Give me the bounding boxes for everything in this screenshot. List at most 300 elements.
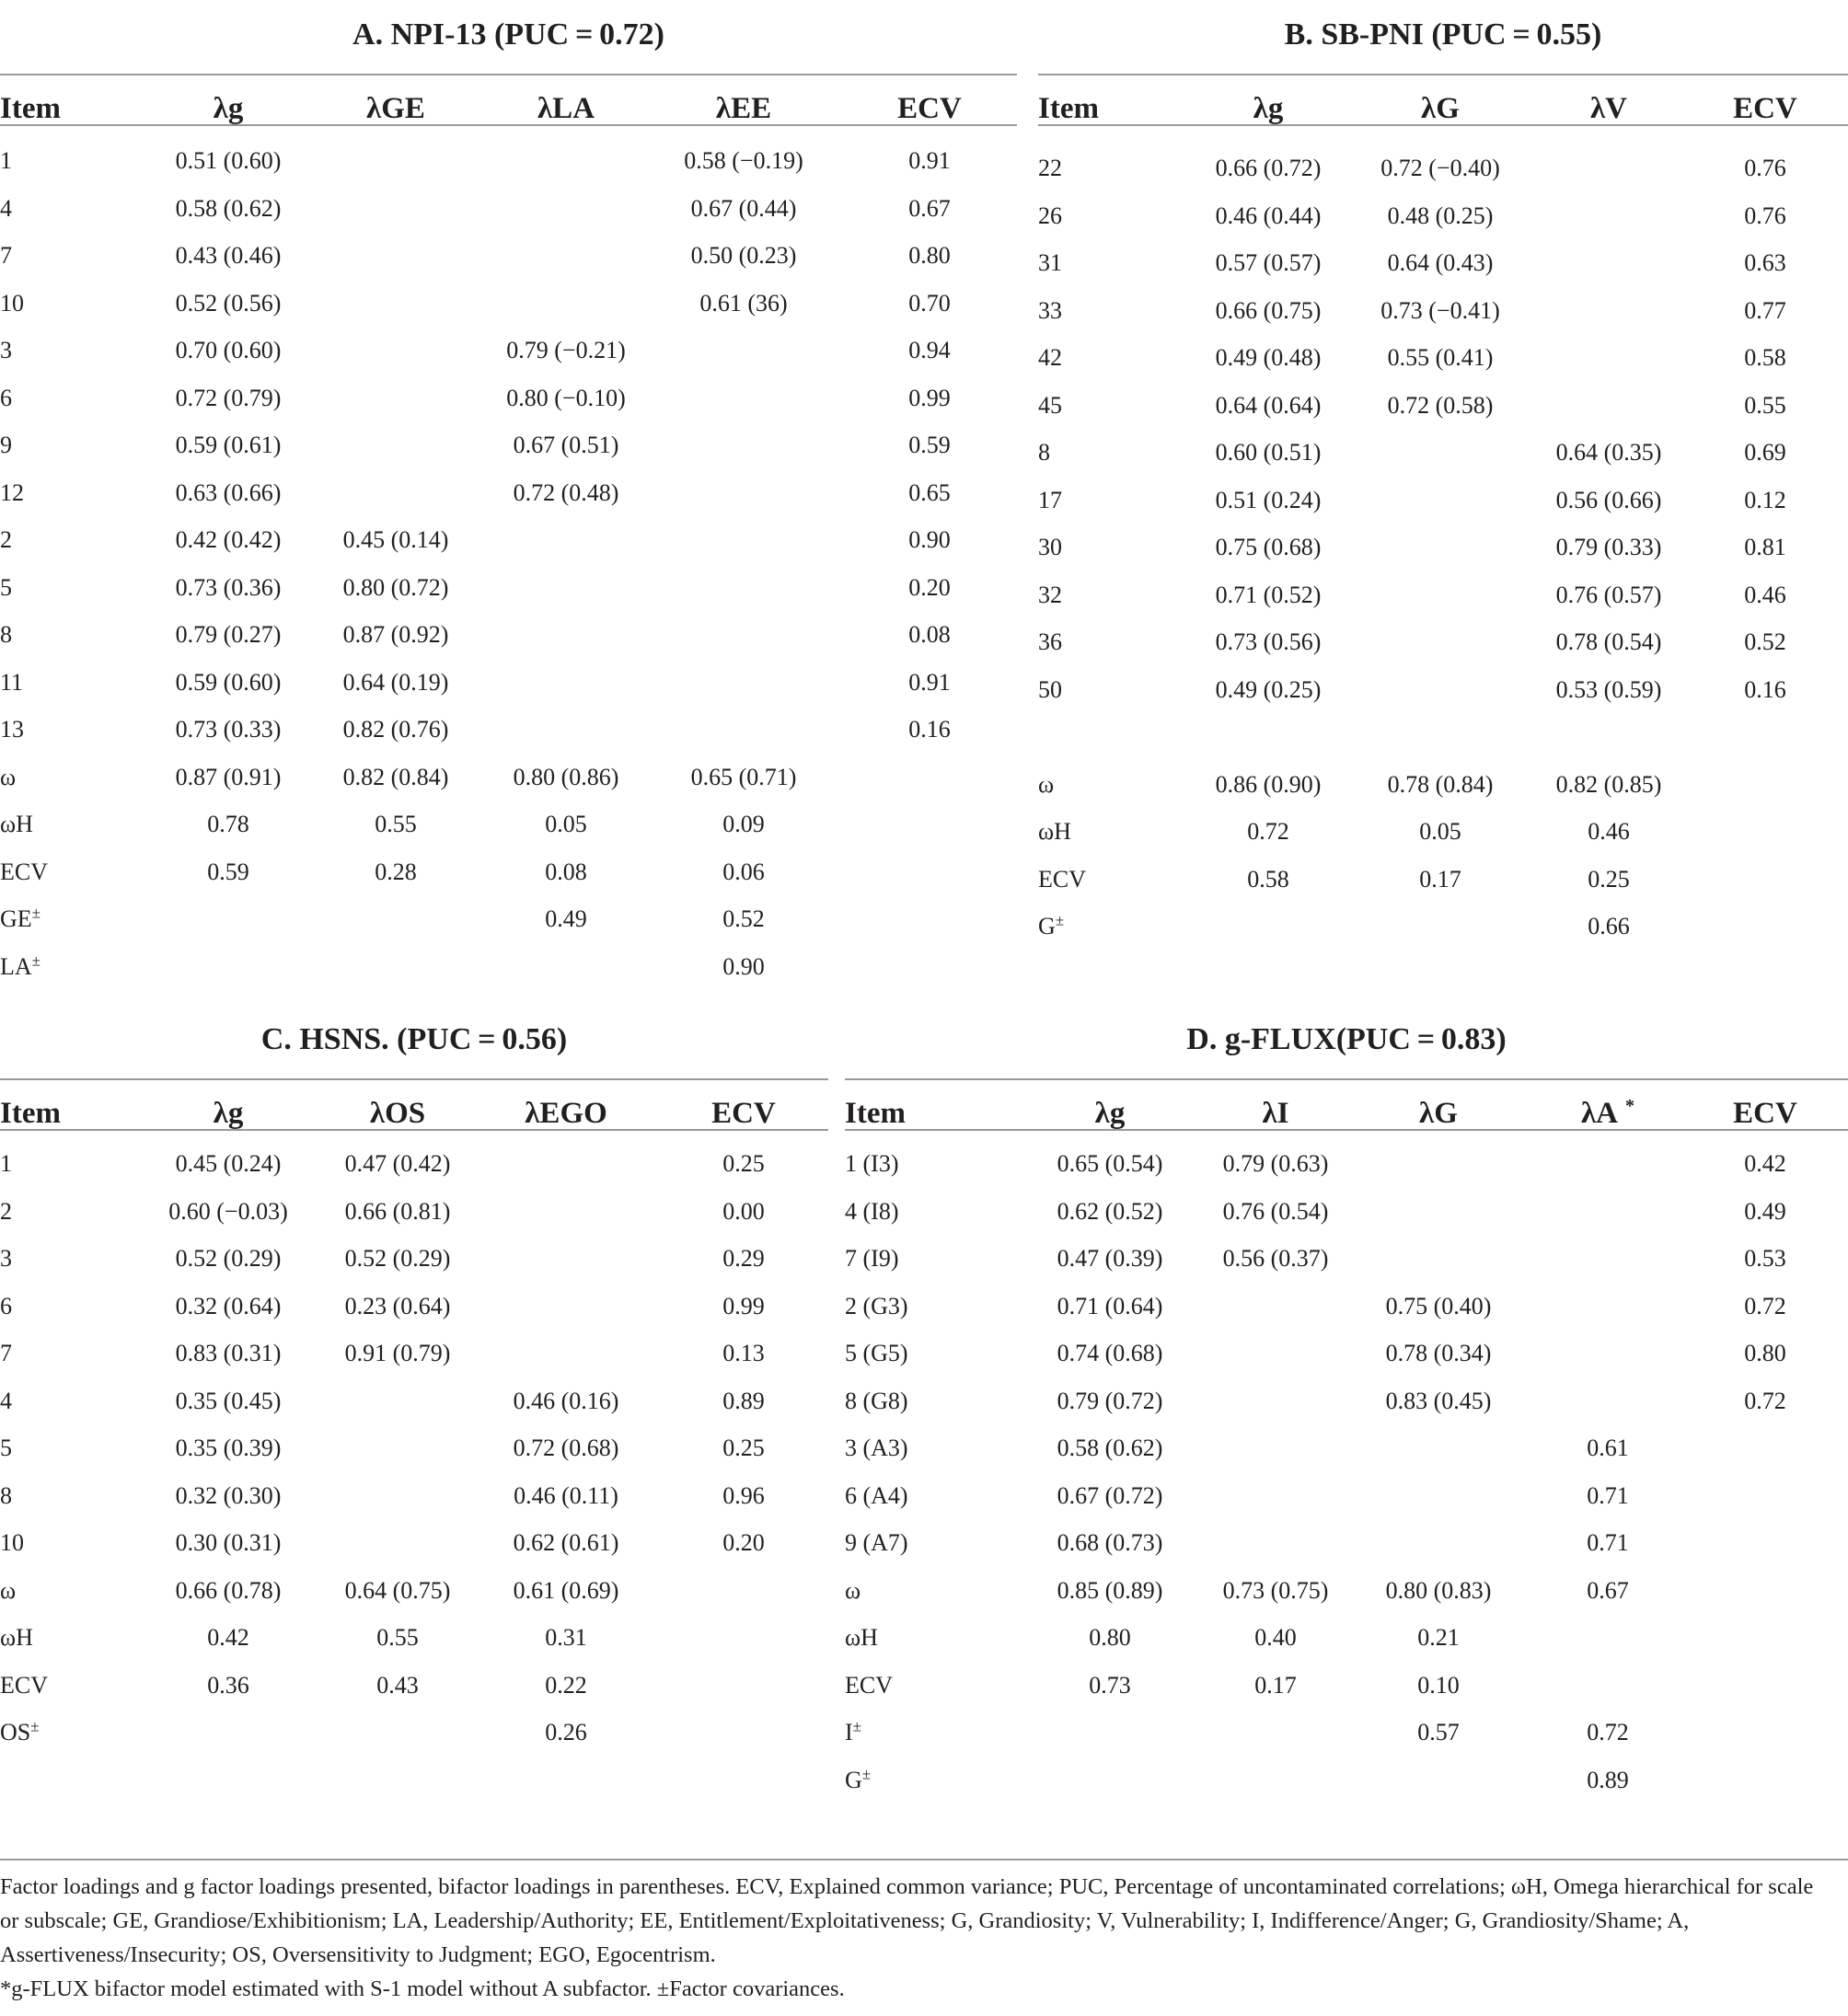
row-label-text: 31 (1038, 249, 1062, 276)
table-cell: 0.35 (0.39) (175, 1434, 282, 1461)
table-cell: 0.94 (908, 337, 951, 363)
row-label (0, 952, 40, 982)
table-cell: 0.05 (1419, 818, 1461, 845)
table-cell: 0.47 (0.39) (1057, 1245, 1163, 1272)
row-label-text: G (1038, 913, 1056, 939)
table-cell: 0.25 (722, 1150, 765, 1177)
row-label-text: 5 (G5) (845, 1340, 908, 1366)
header-bottom-rule (845, 1129, 1848, 1131)
panel-d (845, 1021, 1848, 1941)
row-label-text: 36 (1038, 628, 1062, 655)
table-cell: 0.64 (0.43) (1387, 249, 1494, 276)
table-cell: 0.75 (0.68) (1215, 534, 1322, 560)
table-cell: 0.45 (0.24) (175, 1150, 282, 1177)
table-cell: 0.72 (1587, 1719, 1629, 1745)
row-label (1038, 912, 1064, 941)
row-label (845, 1576, 860, 1606)
row-label (0, 620, 12, 650)
table-cell: 0.83 (0.31) (175, 1340, 282, 1366)
panel-c (0, 1021, 828, 1941)
header-top-rule (845, 1078, 1848, 1080)
table-cell: 0.73 (0.75) (1222, 1576, 1329, 1604)
table-cell: 0.72 (0.58) (1387, 391, 1494, 419)
row-label-text: 1 (I3) (845, 1150, 899, 1177)
panel-a (0, 0, 1017, 980)
header-footnote-marker: * (1625, 1096, 1635, 1116)
table-cell: 0.59 (207, 858, 249, 885)
table-cell: 0.61 (36) (699, 289, 788, 317)
covariance-marker: ± (31, 904, 41, 922)
row-label (1038, 675, 1062, 705)
table-cell: 0.70 (908, 289, 951, 317)
row-label (1038, 581, 1062, 610)
table-cell: 0.46 (1588, 818, 1630, 845)
table-cell: 0.96 (722, 1481, 765, 1509)
row-label (0, 1718, 40, 1747)
table-cell: 0.48 (0.25) (1387, 202, 1494, 229)
header-bottom-rule (0, 124, 1017, 126)
row-label (0, 1576, 16, 1606)
row-label-text: 2 (G3) (845, 1292, 908, 1319)
row-label (1038, 391, 1062, 420)
table-cell: 0.59 (908, 432, 951, 458)
table-cell: 0.79 (−0.21) (506, 337, 626, 363)
table-cell: 0.32 (0.30) (175, 1481, 282, 1509)
row-label (845, 1244, 898, 1273)
row-label-text: 10 (0, 1529, 24, 1556)
table-cell: 0.25 (1588, 865, 1630, 893)
row-label-text: 8 (0, 1481, 12, 1509)
row-label-text: 9 (0, 432, 12, 458)
row-label (1038, 438, 1050, 467)
table-cell: 0.89 (1587, 1766, 1629, 1793)
row-label-text: LA (0, 952, 32, 980)
column-header (1733, 1095, 1797, 1132)
table-cell: 0.20 (722, 1529, 765, 1556)
table-cell: 0.55 (376, 1624, 419, 1651)
bottom-rule (0, 1859, 1848, 1860)
table-cell: 0.21 (1417, 1624, 1460, 1651)
row-label-text: 7 (I9) (845, 1245, 899, 1272)
table-cell: 0.72 (0.79) (175, 384, 282, 411)
table-cell: 0.52 (722, 905, 765, 932)
row-label (845, 1292, 908, 1321)
table-cell: 0.82 (0.84) (342, 763, 449, 790)
row-label (0, 478, 24, 508)
row-label (0, 810, 33, 839)
column-header-label: λg (1094, 1097, 1126, 1130)
table-cell: 0.66 (0.72) (1215, 155, 1322, 181)
table-cell: 0.81 (1744, 534, 1786, 560)
row-label (0, 336, 12, 365)
row-label-text: 4 (I8) (845, 1197, 899, 1225)
table-cell: 0.78 (207, 811, 249, 837)
table-cell: 0.23 (0.64) (344, 1292, 451, 1319)
table-cell: 0.16 (1744, 675, 1786, 703)
table-cell: 0.20 (908, 573, 951, 601)
table-cell: 0.74 (0.68) (1057, 1340, 1163, 1366)
row-label (0, 904, 40, 934)
table-cell: 0.56 (0.37) (1222, 1245, 1329, 1272)
row-label-text: ω (845, 1576, 861, 1604)
table-cell: 0.85 (0.89) (1057, 1576, 1163, 1604)
table-cell: 0.53 (1744, 1245, 1786, 1272)
column-header (1590, 90, 1627, 127)
column-header-label: ECV (897, 92, 962, 125)
table-cell: 0.80 (908, 242, 951, 269)
row-label-text: 4 (0, 1387, 12, 1414)
row-label (0, 668, 23, 697)
row-label-text: 45 (1038, 391, 1062, 419)
header-top-rule (0, 74, 1017, 75)
table-cell: 0.58 (0.62) (175, 194, 282, 222)
table-cell: 0.80 (1089, 1624, 1131, 1651)
panel-title: B. SB-PNI (PUC = 0.55) (1284, 17, 1602, 52)
row-label-text: ω (1038, 770, 1055, 798)
row-label (0, 1197, 12, 1227)
table-cell: 0.99 (908, 384, 951, 411)
table-cell: 0.91 (908, 147, 951, 174)
column-header-label: λLA (537, 92, 595, 125)
column-header-label: Item (0, 1097, 61, 1130)
row-label-text: G (845, 1766, 862, 1793)
table-cell: 0.55 (0.41) (1387, 344, 1494, 371)
column-header-label: λA (1580, 1097, 1619, 1130)
row-label (0, 289, 24, 318)
row-label-text: ωH (0, 811, 33, 837)
table-cell: 0.51 (0.60) (175, 147, 282, 174)
column-header (370, 1095, 425, 1132)
row-label (845, 1481, 908, 1511)
covariance-marker: ± (31, 950, 41, 969)
column-header (0, 1095, 61, 1132)
column-header-label: λEGO (525, 1097, 607, 1130)
covariance-marker: ± (1055, 911, 1065, 929)
table-cell: 0.78 (0.54) (1555, 628, 1662, 655)
row-label (0, 1387, 12, 1416)
column-header-label: λG (1421, 92, 1460, 125)
table-cell: 0.73 (0.56) (1215, 628, 1322, 655)
row-label (845, 1766, 871, 1795)
header-top-rule (1038, 74, 1848, 75)
row-label (1038, 202, 1062, 231)
table-cell: 0.58 (−0.19) (684, 147, 803, 174)
table-cell: 0.32 (0.64) (175, 1292, 282, 1319)
column-header-label: λg (1253, 92, 1284, 125)
table-cell: 0.65 (0.71) (690, 763, 797, 790)
row-label-text: ωH (0, 1624, 33, 1651)
table-cell: 0.25 (722, 1434, 765, 1461)
table-cell: 0.73 (0.36) (175, 573, 282, 601)
row-label (0, 858, 48, 887)
column-header-label: Item (845, 1097, 906, 1130)
row-label (1038, 865, 1086, 894)
row-label-text: ECV (0, 858, 48, 885)
column-header (716, 90, 771, 127)
table-cell: 0.79 (0.63) (1222, 1150, 1329, 1177)
table-cell: 0.72 (1744, 1292, 1786, 1319)
table-cell: 0.52 (1744, 628, 1786, 655)
table-cell: 0.71 (0.52) (1215, 581, 1322, 608)
table-cell: 0.46 (0.16) (513, 1387, 619, 1414)
table-cell: 0.60 (0.51) (1215, 439, 1322, 466)
column-header-label: λG (1419, 1097, 1458, 1130)
column-header-label: λV (1589, 92, 1628, 125)
column-header (0, 90, 61, 127)
column-header-label: λGE (366, 92, 425, 125)
table-cell: 0.91 (908, 668, 951, 696)
table-cell: 0.50 (0.23) (690, 242, 797, 269)
row-label-text: 9 (A7) (845, 1529, 908, 1556)
row-label-text: 3 (0, 1245, 12, 1272)
table-cell: 0.55 (375, 811, 417, 837)
row-label (0, 1434, 12, 1463)
table-cell: 0.57 (1417, 1719, 1460, 1745)
row-label (1038, 770, 1054, 800)
panel-title: D. g-FLUX(PUC = 0.83) (1186, 1022, 1507, 1056)
table-cell: 0.65 (0.54) (1057, 1150, 1163, 1177)
table-cell: 0.78 (0.84) (1387, 770, 1494, 798)
row-label (1038, 486, 1062, 515)
table-cell: 0.76 (0.57) (1555, 581, 1662, 608)
column-header (1038, 90, 1099, 127)
table-cell: 0.06 (722, 858, 765, 885)
table-cell: 0.62 (0.61) (513, 1529, 619, 1556)
table-cell: 0.45 (0.14) (342, 526, 449, 553)
row-label (845, 1671, 893, 1700)
table-cell: 0.16 (908, 716, 951, 743)
table-cell: 0.79 (0.72) (1057, 1387, 1163, 1414)
table-cell: 0.42 (207, 1624, 249, 1651)
row-label-text: ω (0, 763, 17, 790)
table-cell: 0.87 (0.92) (342, 621, 449, 648)
row-label-text: 3 (A3) (845, 1434, 908, 1461)
table-cell: 0.91 (0.79) (344, 1340, 451, 1366)
table-cell: 0.76 (0.54) (1222, 1197, 1329, 1225)
table-cell: 0.13 (722, 1340, 765, 1366)
table-cell: 0.99 (722, 1292, 765, 1319)
table-cell: 0.71 (1587, 1481, 1629, 1509)
covariance-marker: ± (852, 1717, 862, 1735)
row-label-text: 7 (0, 242, 12, 269)
row-label (1038, 296, 1062, 326)
row-label-text: 22 (1038, 155, 1062, 181)
row-label (1038, 533, 1062, 562)
table-cell: 0.86 (0.90) (1215, 770, 1322, 798)
table-cell: 0.29 (722, 1245, 765, 1272)
column-header-label: ECV (1733, 92, 1797, 125)
table-cell: 0.58 (1247, 865, 1289, 893)
table-cell: 0.66 (0.81) (344, 1197, 451, 1225)
table-cell: 0.75 (0.40) (1385, 1292, 1492, 1319)
table-cell: 0.49 (1744, 1197, 1786, 1225)
row-label (0, 1292, 12, 1321)
table-cell: 0.68 (0.73) (1057, 1529, 1163, 1556)
row-label (0, 1339, 12, 1368)
row-label-text: GE (0, 905, 32, 932)
panel-title: A. NPI-13 (PUC = 0.72) (352, 17, 664, 52)
table-cell: 0.80 (−0.10) (506, 384, 626, 411)
table-cell: 0.10 (1417, 1671, 1460, 1699)
table-cell: 0.69 (1744, 439, 1786, 466)
row-label (845, 1623, 878, 1653)
row-label (0, 763, 16, 792)
table-cell: 0.82 (0.85) (1555, 770, 1662, 798)
row-label (845, 1149, 898, 1179)
row-label-text: I (845, 1719, 853, 1745)
table-cell: 0.80 (0.72) (342, 573, 449, 601)
table-cell: 0.51 (0.24) (1215, 486, 1322, 513)
table-cell: 0.55 (1744, 391, 1786, 419)
table-cell: 0.63 (0.66) (175, 478, 282, 506)
table-cell: 0.73 (−0.41) (1380, 296, 1500, 324)
table-cell: 0.66 (1588, 913, 1630, 939)
table-cell: 0.79 (0.27) (175, 621, 282, 648)
row-label-text: 10 (0, 289, 24, 317)
table-cell: 0.72 (1744, 1387, 1786, 1414)
row-label-text: ω (0, 1576, 17, 1604)
table-cell: 0.67 (908, 194, 951, 222)
table-cell: 0.52 (0.29) (175, 1245, 282, 1272)
table-cell: 0.12 (1744, 486, 1786, 513)
row-label-text: 30 (1038, 534, 1062, 560)
table-cell: 0.61 (1587, 1434, 1629, 1461)
table-cell: 0.64 (0.19) (342, 668, 449, 696)
row-label (845, 1528, 908, 1558)
row-label-text: 8 (G8) (845, 1387, 908, 1414)
table-cell: 0.58 (1744, 344, 1786, 371)
table-cell: 0.83 (0.45) (1385, 1387, 1492, 1414)
row-label-text: ECV (845, 1671, 893, 1699)
table-cell: 0.46 (1744, 581, 1786, 608)
row-label-text: ωH (1038, 818, 1071, 845)
row-label (1038, 343, 1062, 373)
table-cell: 0.61 (0.69) (513, 1576, 619, 1604)
row-label-text: 1 (0, 147, 12, 174)
row-label-text: 17 (1038, 486, 1062, 513)
table-cell: 0.76 (1744, 202, 1786, 229)
row-label-text: 13 (0, 716, 24, 743)
table-cell: 0.49 (545, 905, 587, 932)
row-label (0, 241, 12, 271)
table-cell: 0.46 (0.11) (514, 1481, 618, 1509)
table-cell: 0.31 (545, 1624, 587, 1651)
footnote-abbreviations: Factor loadings and g factor loadings presented, bifactor loadings in parentheses. ECV, Explained common variance; PUC, Percentage of uncontaminated correlations; ωH, Omega hierarchical for scale or subscale; GE, Grandiose/Exhibitionism; LA, Leadership/Authority; EE, Entitlement/Exploitativeness; G, Grandiosity; V, Vulnerability; I, Indifference/Anger; G, Grandiosity/Shame; A, Assertiveness/Insecurity; OS, Oversensitivity to Judgment; EGO, Egocentrism. (0, 1874, 1814, 1967)
table-cell: 0.70 (0.60) (175, 337, 282, 363)
table-cell: 0.52 (0.29) (344, 1245, 451, 1272)
table-cell: 0.71 (1587, 1529, 1629, 1556)
header-top-rule (0, 1078, 828, 1080)
row-label (1038, 248, 1062, 278)
column-header (845, 1095, 906, 1132)
row-label-text: 5 (0, 1434, 12, 1461)
table-cell: 0.26 (545, 1719, 587, 1745)
table-cell: 0.80 (0.86) (513, 763, 619, 790)
row-label-text: 2 (0, 526, 12, 553)
table-footnotes (0, 1870, 1831, 2006)
row-label (0, 146, 12, 176)
row-label (845, 1718, 861, 1747)
table-cell: 0.90 (908, 526, 951, 553)
row-label-text: ECV (0, 1671, 48, 1699)
row-label-text: 1 (0, 1150, 12, 1177)
row-label (0, 1244, 12, 1273)
table-cell: 0.22 (545, 1671, 587, 1699)
table-cell: 0.49 (0.25) (1215, 675, 1322, 703)
table-cell: 0.79 (0.33) (1555, 534, 1662, 560)
table-cell: 0.73 (1089, 1671, 1131, 1699)
table-cell: 0.17 (1419, 865, 1461, 893)
row-label-text: 8 (0, 621, 12, 648)
table-cell: 0.09 (722, 811, 765, 837)
row-label-text: 2 (0, 1197, 12, 1225)
table-cell: 0.53 (0.59) (1555, 675, 1662, 703)
table-cell: 0.57 (0.57) (1215, 249, 1322, 276)
table-cell: 0.42 (1744, 1150, 1786, 1177)
table-cell: 0.66 (0.78) (175, 1576, 282, 1604)
column-header (214, 1095, 244, 1132)
row-label-text: 6 (A4) (845, 1481, 908, 1509)
table-cell: 0.60 (−0.03) (168, 1197, 288, 1225)
table-cell: 0.67 (0.44) (690, 194, 797, 222)
table-cell: 0.67 (1587, 1576, 1629, 1604)
row-label-text: 3 (0, 337, 12, 363)
row-label (1038, 154, 1062, 183)
row-label-text: 8 (1038, 439, 1050, 466)
table-cell: 0.89 (722, 1387, 765, 1414)
row-label-text: 42 (1038, 344, 1062, 371)
table-cell: 0.82 (0.76) (342, 716, 449, 743)
row-label-text: 6 (0, 384, 12, 411)
column-header (711, 1095, 776, 1132)
table-cell: 0.00 (722, 1197, 765, 1225)
table-cell: 0.67 (0.51) (513, 432, 619, 458)
table-cell: 0.59 (0.61) (175, 432, 282, 458)
table-cell: 0.56 (0.66) (1555, 486, 1662, 513)
row-label (1038, 628, 1062, 657)
column-header (1733, 90, 1797, 127)
table-cell: 0.77 (1744, 296, 1786, 324)
table-cell: 0.72 (0.48) (513, 478, 619, 506)
table-cell: 0.30 (0.31) (175, 1529, 282, 1556)
table-cell: 0.46 (0.44) (1215, 202, 1322, 229)
column-header-label: λg (213, 1097, 244, 1130)
table-cell: 0.35 (0.45) (175, 1387, 282, 1414)
row-label-text: 7 (0, 1340, 12, 1366)
column-header-label: λI (1262, 1097, 1289, 1130)
row-label-text: 50 (1038, 675, 1062, 703)
table-cell: 0.43 (0.46) (175, 242, 282, 269)
table-cell: 0.28 (375, 858, 417, 885)
column-header (1581, 1095, 1634, 1132)
table-cell: 0.08 (908, 621, 951, 648)
row-label-text: 4 (0, 194, 12, 222)
column-header-label: Item (1038, 92, 1099, 125)
row-label (845, 1197, 898, 1227)
column-header (1421, 90, 1460, 127)
column-header (1262, 1095, 1288, 1132)
row-label (0, 1528, 24, 1558)
column-header (366, 90, 425, 127)
row-label (0, 1671, 48, 1700)
table-cell: 0.63 (1744, 249, 1786, 276)
column-header (1095, 1095, 1126, 1132)
table-cell: 0.47 (0.42) (344, 1150, 451, 1177)
footnote-model: *g-FLUX bifactor model estimated with S-1 model without A subfactor. ±Factor covariances. (0, 1976, 845, 2001)
row-label (845, 1387, 908, 1416)
table-cell: 0.43 (376, 1671, 419, 1699)
panel-title: C. HSNS. (PUC = 0.56) (260, 1022, 568, 1056)
